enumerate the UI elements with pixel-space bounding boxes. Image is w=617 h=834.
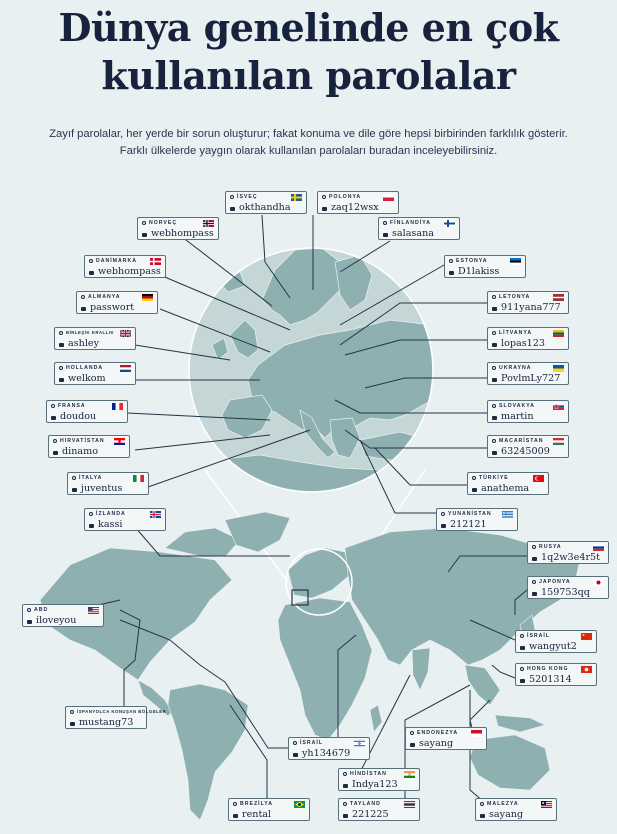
thailand-flag-icon [404,801,415,808]
country-label: RUSYA [539,544,562,550]
pin-icon [532,545,536,549]
country-name [89,511,126,517]
lock-icon [53,451,58,455]
country-label: ENDONEZYA [417,730,459,736]
password-label: anathema [481,483,530,494]
lock-icon [59,343,64,347]
country-label: BİRLEŞİK KRALLIK [66,330,115,335]
password-card [65,706,167,729]
malaysia-flag-icon [541,801,552,808]
country-label: İSRAİL [527,633,551,639]
password-label: okthandha [239,202,291,213]
password-card [338,768,420,791]
password-label: wangyut2 [529,641,577,652]
country-label: HİNDİSTAN [350,771,387,777]
password-label: webhompass [151,228,214,239]
country-name [27,607,48,613]
password-card [228,798,310,821]
italy-flag-icon [133,475,144,482]
title-line-2: kullanılan parolalar [101,53,516,98]
password-label: 159753qq [541,587,590,598]
password-card [338,798,420,821]
poland-flag-icon [383,194,394,201]
password-card [527,576,609,599]
lock-icon [343,784,348,788]
lock-icon [532,592,537,596]
usa-flag-icon [88,607,99,614]
password-card [515,663,597,686]
password-card [22,604,104,627]
country-label: POLONYA [329,194,362,200]
country-name [59,330,114,335]
password-card [487,400,569,423]
country-name [441,511,492,517]
country-label: İSRAİL [300,740,324,746]
norway-flag-icon [203,220,214,227]
password-label: sayang [489,809,524,820]
password-value [492,302,561,313]
password-label: mustang73 [79,717,134,728]
country-label: JAPONYA [539,579,571,585]
password-card [317,191,399,214]
country-name [293,740,323,746]
country-label: İZLANDA [96,511,126,517]
password-value [53,446,98,457]
country-name [492,330,532,336]
country-name [492,294,530,300]
password-value [343,809,389,820]
country-name [322,194,361,200]
password-value [70,717,133,728]
password-card [467,472,549,495]
password-value [230,202,291,213]
password-card [137,217,219,240]
country-name [230,194,258,200]
password-value [322,202,379,213]
lock-icon [322,207,327,211]
country-label: İSVEÇ [237,194,258,200]
pin-icon [492,404,496,408]
lock-icon [72,488,77,492]
country-label: İSPANYOLCA KONUŞAN BÖLGELER [77,709,167,714]
password-value [480,809,523,820]
country-label: FRANSA [58,403,86,409]
password-card [76,291,158,314]
country-label: MACARİSTAN [499,438,544,444]
password-label: iloveyou [36,615,77,626]
password-card [444,255,526,278]
password-card [436,508,518,531]
pin-icon [492,366,496,370]
lithuania-flag-icon [553,330,564,337]
password-value [89,519,122,530]
uk-flag-icon [120,330,131,337]
password-card [54,362,136,385]
germany-flag-icon [142,294,153,301]
pin-icon [89,512,93,516]
pin-icon [230,195,234,199]
password-value [532,552,600,563]
password-value [59,338,99,349]
lock-icon [441,524,446,528]
lock-icon [492,416,497,420]
password-label: kassi [98,519,123,530]
lock-icon [81,307,86,311]
country-name [480,801,519,807]
password-value [383,228,434,239]
country-name [410,730,458,736]
india-flag-icon [404,771,415,778]
pin-icon [449,259,453,263]
pin-icon [322,195,326,199]
pin-icon [81,295,85,299]
ukraine-flag-icon [553,365,564,372]
country-name [59,365,103,371]
password-value [492,373,560,384]
password-value [51,411,96,422]
pin-icon [233,802,237,806]
password-value [492,411,534,422]
pin-icon [480,802,484,806]
password-card [487,362,569,385]
country-label: BREZİLYA [240,801,273,807]
password-card [487,327,569,350]
finland-flag-icon [444,220,455,227]
country-name [343,801,381,807]
country-label: YUNANİSTAN [448,511,492,517]
password-value [233,809,271,820]
password-card [487,291,569,314]
lock-icon [230,207,235,211]
pin-icon [520,667,524,671]
lock-icon [233,814,238,818]
pin-icon [343,802,347,806]
country-name [492,365,531,371]
pin-icon [343,772,347,776]
turkey-flag-icon [533,475,544,482]
country-label: LETONYA [499,294,531,300]
country-name [472,475,509,481]
password-card [225,191,307,214]
password-value [293,748,350,759]
password-value [410,738,453,749]
lock-icon [70,722,75,726]
lock-icon [27,620,32,624]
password-card [515,630,597,653]
password-card [46,400,128,423]
lock-icon [472,488,477,492]
country-label: LİTVANYA [499,330,533,336]
password-card [487,435,569,458]
password-card [84,508,166,531]
password-label: 911yana777 [501,302,561,313]
lock-icon [492,343,497,347]
password-label: PovlmLy727 [501,373,561,384]
password-value [59,373,106,384]
pin-icon [532,580,536,584]
password-label: dinamo [62,446,98,457]
lock-icon [532,557,537,561]
pin-icon [72,476,76,480]
lock-icon [59,378,64,382]
country-name [70,709,166,714]
indonesia-flag-icon [471,730,482,737]
password-label: rental [242,809,272,820]
subtitle-line-1: Zayıf parolalar, her yerde bir sorun oluşturur; fakat konuma ve dile göre hepsi birbirinden farklılık gösterir. [49,128,568,140]
lock-icon [492,378,497,382]
japan-flag-icon [593,579,604,586]
lock-icon [51,416,56,420]
country-label: HONG KONG [527,666,569,672]
pin-icon [492,295,496,299]
password-label: 63245009 [501,446,550,457]
password-card [84,255,166,278]
country-name [520,633,550,639]
country-name [53,438,105,444]
country-label: HOLLANDA [66,365,104,371]
country-name [343,771,387,777]
country-label: İTALYA [79,475,103,481]
pin-icon [142,221,146,225]
country-name [492,403,535,409]
country-label: MALEZYA [487,801,519,807]
pin-icon [492,439,496,443]
lock-icon [480,814,485,818]
pin-icon [89,259,93,263]
croatia-flag-icon [114,438,125,445]
hongkong-flag-icon [581,666,592,673]
lock-icon [343,814,348,818]
country-name [532,579,571,585]
lock-icon [383,233,388,237]
lock-icon [89,524,94,528]
password-value [492,446,550,457]
country-name [81,294,120,300]
password-value [492,338,545,349]
password-label: zaq12wsx [331,202,379,213]
lock-icon [89,271,94,275]
pin-icon [51,404,55,408]
china-flag-icon [581,633,592,640]
password-value [343,779,398,790]
password-card [475,798,557,821]
country-label: ABD [34,607,49,613]
france-flag-icon [112,403,123,410]
pin-icon [472,476,476,480]
password-value [142,228,214,239]
password-label: D1lakiss [458,266,500,277]
country-label: TÜRKİYE [479,475,509,481]
password-value [520,641,577,652]
password-label: juventus [81,483,123,494]
hungary-flag-icon [553,438,564,445]
pin-icon [27,608,31,612]
country-name [449,258,488,264]
netherlands-flag-icon [120,365,131,372]
lock-icon [142,233,147,237]
pin-icon [520,634,524,638]
lock-icon [520,646,525,650]
password-value [449,266,499,277]
password-label: lopas123 [501,338,545,349]
pin-icon [70,710,74,714]
country-name [51,403,86,409]
password-label: martin [501,411,534,422]
country-name [383,220,431,226]
lock-icon [293,753,298,757]
lock-icon [449,271,454,275]
password-value [441,519,487,530]
country-label: UKRAYNA [499,365,532,371]
country-label: TAYLAND [350,801,381,807]
country-name [520,666,569,672]
country-name [72,475,102,481]
greece-flag-icon [502,511,513,518]
russia-flag-icon [593,544,604,551]
password-label: 1q2w3e4r5t [541,552,600,563]
iceland-flag-icon [150,511,161,518]
country-name [233,801,273,807]
title-line-1: Dünya genelinde en çok [58,5,559,50]
subtitle-line-2: Farklı ülkelerde yaygın olarak kullanılan parolaları buradan inceleyebilirsiniz. [119,145,498,157]
password-label: sayang [419,738,454,749]
country-name [142,220,177,226]
lock-icon [492,451,497,455]
password-label: 5201314 [529,674,572,685]
password-value [81,302,134,313]
pin-icon [383,221,387,225]
brazil-flag-icon [294,801,305,808]
country-label: ESTONYA [456,258,488,264]
sweden-flag-icon [291,194,302,201]
denmark-flag-icon [150,258,161,265]
pin-icon [441,512,445,516]
password-value [520,674,572,685]
password-label: 221225 [352,809,389,820]
pin-icon [293,741,297,745]
country-label: NORVEÇ [149,220,178,226]
pin-icon [59,366,63,370]
password-label: 212121 [450,519,487,530]
latvia-flag-icon [553,294,564,301]
pin-icon [492,331,496,335]
password-value [72,483,122,494]
password-card [405,727,487,750]
estonia-flag-icon [510,258,521,265]
country-label: FİNLANDİYA [390,220,431,226]
password-label: yh134679 [302,748,351,759]
slovakia-flag-icon [553,403,564,410]
lock-icon [410,743,415,747]
password-label: Indya123 [352,779,398,790]
world-land [40,512,580,820]
password-card [288,737,370,760]
password-card [54,327,136,350]
password-label: passwort [90,302,135,313]
israel-flag-icon [354,740,365,747]
password-value [472,483,529,494]
password-card [378,217,460,240]
country-name [492,438,543,444]
password-label: salasana [392,228,434,239]
password-label: webhompass [98,266,161,277]
pin-icon [59,331,63,335]
password-label: doudou [60,411,97,422]
password-value [89,266,161,277]
country-label: DANİMARKA [96,258,137,264]
country-name [89,258,137,264]
country-label: ALMANYA [88,294,121,300]
pin-icon [53,439,57,443]
password-value [27,615,76,626]
password-card [48,435,130,458]
password-card [67,472,149,495]
lock-icon [520,679,525,683]
country-label: SLOVAKYA [499,403,535,409]
pin-icon [410,731,414,735]
lock-icon [492,307,497,311]
password-label: welkom [68,373,106,384]
password-value [532,587,590,598]
country-label: HIRVATİSTAN [60,438,105,444]
country-name [532,544,562,550]
password-label: ashley [68,338,99,349]
password-card [527,541,609,564]
